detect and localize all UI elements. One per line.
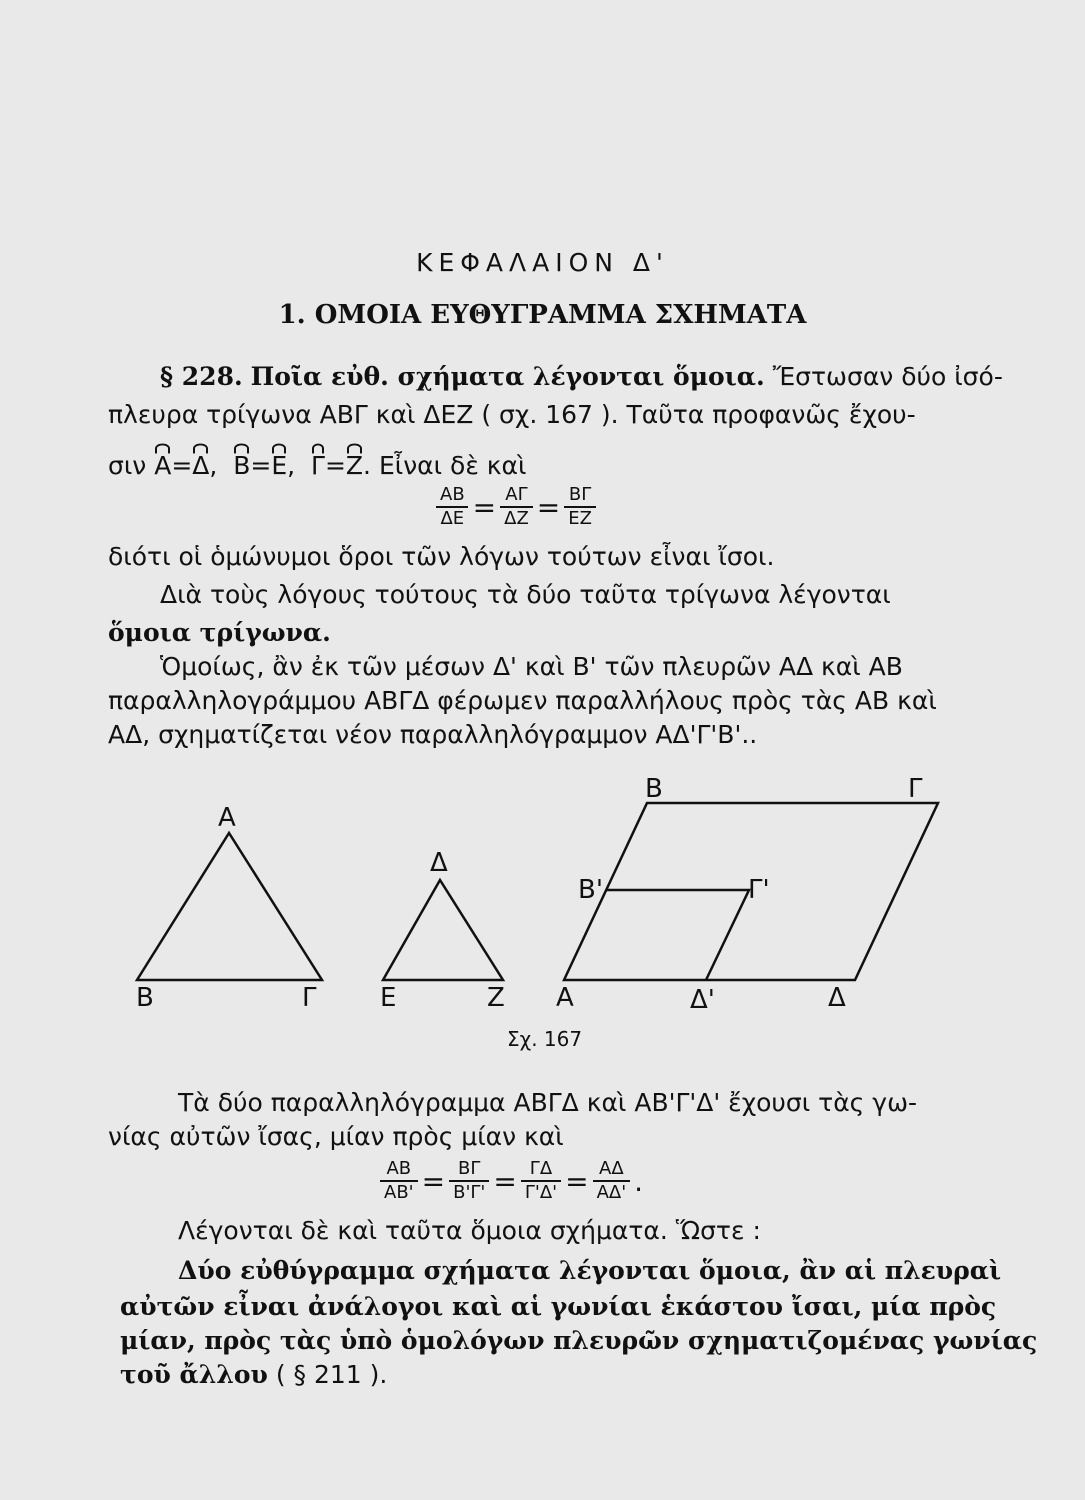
paragraph-228-line-4: διότι οἱ ὁμώνυμοι ὅροι τῶν λόγων τούτων εἶναι ἴσοι. [108, 542, 775, 571]
vertex-label-A: Α [218, 803, 236, 833]
vertex-label-para-G: Γ [908, 774, 923, 804]
definition-line-3: μίαν, πρὸς τὰς ὑπὸ ὁμολόγων πλευρῶν σχηματιζομένας γωνίας [120, 1326, 1038, 1355]
section-title: 1. ΟΜΟΙΑ ΕΥΘΥΓΡΑΜΜΑ ΣΧΗΜΑΤΑ [278, 300, 807, 330]
triangle-DEZ [383, 880, 503, 980]
after-figure-line-1: Τὰ δύο παραλληλόγραμμα ΑΒΓΔ καὶ ΑΒ'Γ'Δ' ἔχουσι τὰς γω- [178, 1088, 918, 1117]
section-reference: ( § 211 ). [275, 1360, 388, 1389]
angle-E: Ε [271, 451, 288, 480]
paragraph-question: Ποῖα εὐθ. σχήματα λέγονται ὅμοια. [250, 362, 765, 391]
vertex-label-D: Δ [430, 848, 448, 878]
ratio-equation-triangles: $\frac{AB}{\Delta E}$ = $\frac{A\Gamma}{\Delta Z}$ = $\frac{B\Gamma}{EZ}$ [436, 484, 596, 530]
vertex-label-E: Ε [380, 983, 397, 1013]
paragraph-228-line-2: πλευρα τρίγωνα ΑΒΓ καὶ ΔΕΖ ( σχ. 167 ). Ταῦτα προφανῶς ἔχου- [108, 400, 916, 429]
chapter-heading: ΚΕΦΑΛΑΙΟΝ Δ' [416, 248, 669, 277]
definition-line-4: τοῦ ἄλλου ( § 211 ). [120, 1360, 388, 1389]
after-figure-line-3: Λέγονται δὲ καὶ ταῦτα ὅμοια σχήματα. Ὥστε : [178, 1216, 761, 1245]
ratio-fraction: $\frac{B\Gamma}{B'\Gamma'}$ [449, 1158, 489, 1204]
after-figure-line-2: νίας αὐτῶν ἴσας, μίαν πρὸς μίαν καὶ [108, 1122, 564, 1151]
paragraph-number: § 228. [160, 362, 243, 391]
ratio-fraction: $\frac{A\Gamma}{\Delta Z}$ [500, 484, 533, 530]
triangle-ABG [137, 833, 322, 980]
vertex-label-para-D: Δ [828, 983, 846, 1013]
similar-triangles-term: ὅμοια τρίγωνα. [108, 618, 331, 647]
ratio-fraction: $\frac{AB}{AB'}$ [380, 1158, 418, 1204]
ratio-fraction: $\frac{AB}{\Delta E}$ [436, 484, 469, 530]
vertex-label-para-A: Α [556, 983, 574, 1013]
figure-caption: Σχ. 167 [507, 1027, 583, 1051]
vertex-label-B-prime: Β' [578, 875, 603, 905]
vertex-label-D-prime: Δ' [690, 985, 715, 1015]
definition-line-1: Δύο εὐθύγραμμα σχήματα λέγονται ὅμοια, ἂν αἱ πλευραὶ [178, 1256, 1002, 1285]
ratio-fraction: $\frac{B\Gamma}{EZ}$ [564, 484, 596, 530]
paragraph-text: Ἔστωσαν δύο ἰσό- [772, 362, 1003, 391]
angle-B: Β [233, 451, 251, 480]
paragraph-228-line-8: παραλληλογράμμου ΑΒΓΔ φέρωμεν παραλλήλους πρὸς τὰς ΑΒ καὶ [108, 686, 937, 715]
paragraph-228-line-5: Διὰ τοὺς λόγους τούτους τὰ δύο ταῦτα τρίγωνα λέγονται [160, 580, 891, 609]
angle-equalities-line: σιν Α=Δ, Β=Ε, Γ=Ζ. Εἶναι δὲ καὶ [108, 451, 527, 480]
paragraph-228-line-7: Ὁμοίως, ἂν ἐκ τῶν μέσων Δ' καὶ Β' τῶν πλευρῶν ΑΔ καὶ ΑΒ [160, 652, 903, 681]
ratio-fraction: $\frac{\Gamma\Delta}{\Gamma'\Delta'}$ [521, 1158, 561, 1204]
parallelogram-AB1G1D1 [606, 890, 749, 980]
angle-G: Γ [311, 451, 325, 480]
vertex-label-para-B: Β [645, 774, 663, 804]
angle-D: Δ [192, 451, 210, 480]
ratio-equation-parallelograms: $\frac{AB}{AB'}$ = $\frac{B\Gamma}{B'\Gamma'}$ = $\frac{\Gamma\Delta}{\Gamma'\Delta'}$ = $\frac{A\Delta}{A\Delta'}$ . [380, 1158, 647, 1204]
vertex-label-G: Γ [302, 983, 317, 1013]
vertex-label-G-prime: Γ' [748, 875, 770, 905]
ratio-fraction: $\frac{A\Delta}{A\Delta'}$ [593, 1158, 631, 1204]
definition-line-2: αὐτῶν εἶναι ἀνάλογοι καὶ αἱ γωνίαι ἑκάστου ἴσαι, μία πρὸς [120, 1292, 997, 1321]
vertex-label-B: Β [136, 983, 154, 1013]
vertex-label-Z: Ζ [487, 983, 505, 1013]
angle-Z: Ζ [345, 451, 364, 480]
angle-A: Α [154, 451, 172, 480]
paragraph-228-line-9: ΑΔ, σχηματίζεται νέον παραλληλόγραμμον ΑΔ'Γ'Β'.. [108, 720, 758, 749]
